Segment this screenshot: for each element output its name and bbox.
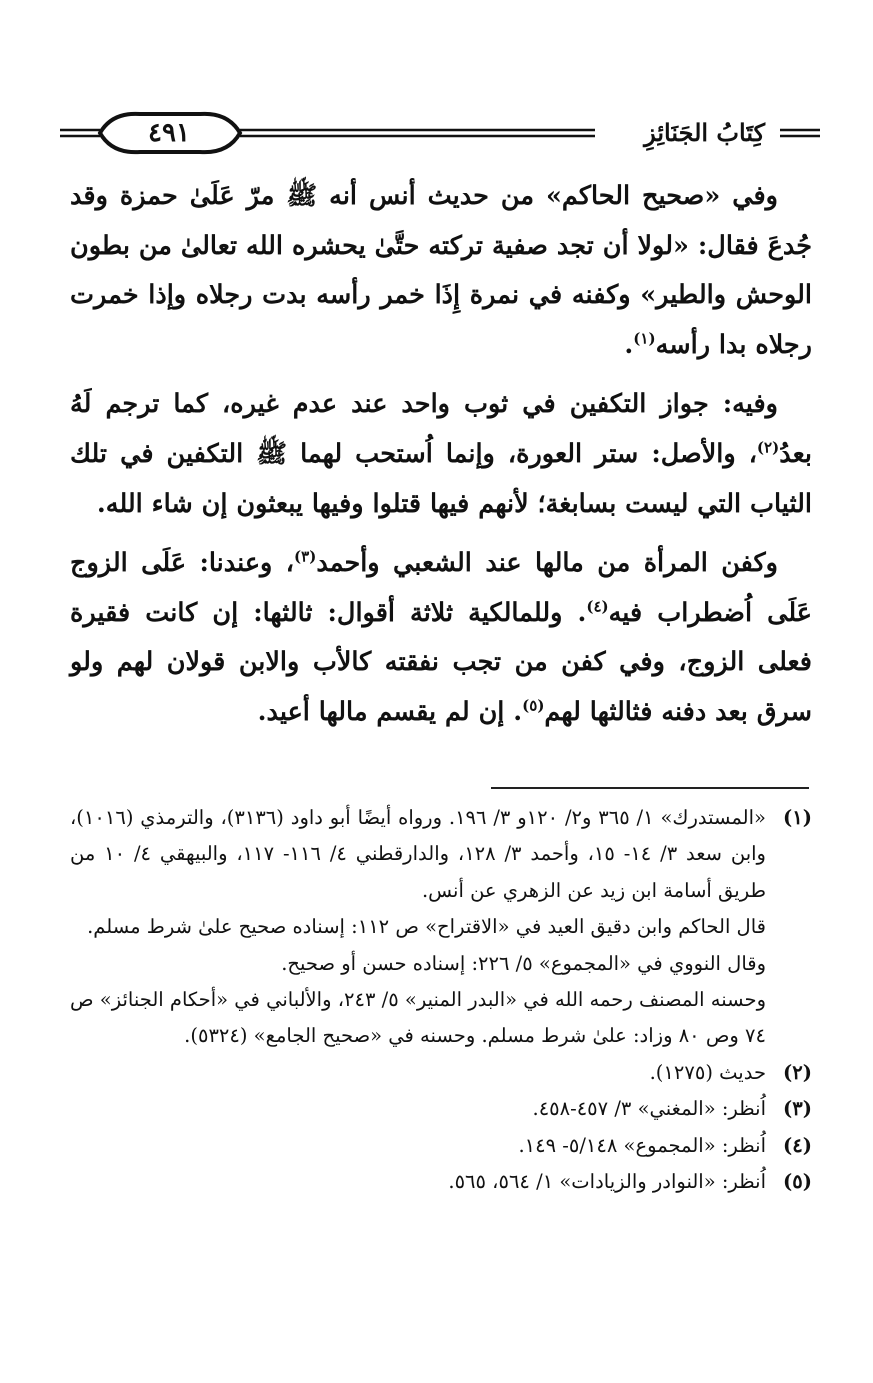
footnote-body — [70, 1055, 766, 1091]
footnote-body — [70, 1091, 766, 1127]
footnote-line: وقال النووي في «المجموع» ٥/ ٢٢٦: إسناده حسن أو صحيح. — [281, 951, 766, 975]
footnotes — [70, 800, 812, 1200]
footnote-5 — [70, 1164, 812, 1200]
paragraph-2-part-a: وفيه: جواز التكفين في ثوب واحد عند عدم غيره، كما ترجم لَهُ بعدُ — [70, 389, 812, 469]
paragraph-2-part-b: ، والأصل: ستر العورة، وإنما اُستحب لهما ﷺ التكفين في تلك الثياب التي ليست بسابغة؛ لأنهم فيها قتلوا وفيها يبعثون إن شاء الله. — [70, 438, 812, 519]
footnote-4 — [70, 1128, 812, 1164]
footnote-divider — [491, 787, 809, 789]
paragraph-3-part-d: . إن لم يقسم مالها أعيد. — [257, 696, 523, 727]
footnote-number: (٢) — [783, 1060, 812, 1084]
paragraph-1-text: وفي «صحيح الحاكم» من حديث أنس أنه ﷺ مرّ عَلَىٰ حمزة وقد جُدعَ فقال: «لولا أن تجد صفية تركته حتَّىٰ يحشره الله تعالىٰ من بطون الوحش والطير» وكفنه في نمرة إِذَا خمر رأسه بدت رجلاه وإذا خمرت رجلاه بدا رأسه — [70, 181, 812, 360]
paragraph-3 — [70, 539, 812, 737]
footnote-number: (٣) — [783, 1097, 812, 1121]
footnote-line: وحسنه المصنف رحمه الله في «البدر المنير» ٥/ ٢٤٣، والألباني في «أحكام الجنائز» ص ٧٤ وص ٨٠ وزاد: علىٰ شرط مسلم. وحسنه في «صحيح الجامع» (٥٣٢٤). — [70, 988, 766, 1048]
footnote-ref-3: (٣) — [294, 547, 317, 566]
footnote-number: (٤) — [783, 1133, 812, 1157]
paragraph-2 — [70, 380, 812, 529]
footnote-line: «المستدرك» ١/ ٣٦٥ و٢/ ١٢٠و ٣/ ١٩٦. ورواه أيضًا أبو داود (٣١٣٦)، والترمذي (١٠١٦)، وابن سعد ٣/ ١٤- ١٥، وأحمد ٣/ ١٢٨، والدارقطني ٤/ ١١٦- ١١٧، والبيهقي ٤/ ١٠ من طريق أسامة ابن زيد عن الزهري عن أنس. — [70, 806, 766, 902]
paragraph-3-part-a: وكفن المرأة من مالها عند الشعبي وأحمد — [316, 548, 778, 579]
footnote-ref-4: (٤) — [586, 597, 609, 616]
footnote-ref-1: (١) — [633, 329, 656, 348]
footnote-line: حديث (١٢٧٥). — [649, 1060, 766, 1084]
footnote-2 — [70, 1055, 812, 1091]
main-text — [70, 172, 812, 748]
footnote-line: اُنظر: «النوادر والزيادات» ١/ ٥٦٤، ٥٦٥. — [448, 1170, 766, 1194]
paragraph-3-part-c: . وللمالكية ثلاثة أقوال: ثالثها: إن كانت فقيرة فعلى الزوج، وفي كفن من تجب نفقته كالأب والابن قولان لهم ولو سرق بعد دفنه فثالثها لهم — [70, 597, 812, 727]
footnote-number: (٥) — [783, 1170, 812, 1194]
page-number: ٤٩١ — [148, 118, 190, 148]
footnote-3 — [70, 1091, 812, 1127]
paragraph-3-part-b: ، وعندنا: عَلَى الزوج عَلَى اُضطراب فيه — [70, 548, 812, 628]
footnote-ref-5: (٥) — [522, 696, 545, 715]
footnote-number: (١) — [783, 806, 812, 829]
footnote-line: قال الحاكم وابن دقيق العيد في «الاقتراح» ص ١١٢: إسناده صحيح علىٰ شرط مسلم. — [87, 915, 766, 939]
running-title: كِتَابُ الجَنَائِزِ — [644, 117, 765, 147]
paragraph-1-tail: . — [624, 329, 634, 360]
footnote-1 — [70, 800, 812, 1055]
footnote-line: اُنظر: «المجموع» ٥/١٤٨- ١٤٩. — [518, 1133, 766, 1157]
footnote-body — [70, 1164, 766, 1200]
footnote-body — [70, 800, 766, 1055]
paragraph-1 — [70, 172, 812, 370]
footnote-ref-2: (٢) — [756, 438, 780, 457]
footnote-line: اُنظر: «المغني» ٣/ ٤٥٧-٤٥٨. — [532, 1097, 766, 1121]
footnote-body — [70, 1128, 766, 1164]
page-header — [60, 108, 820, 158]
